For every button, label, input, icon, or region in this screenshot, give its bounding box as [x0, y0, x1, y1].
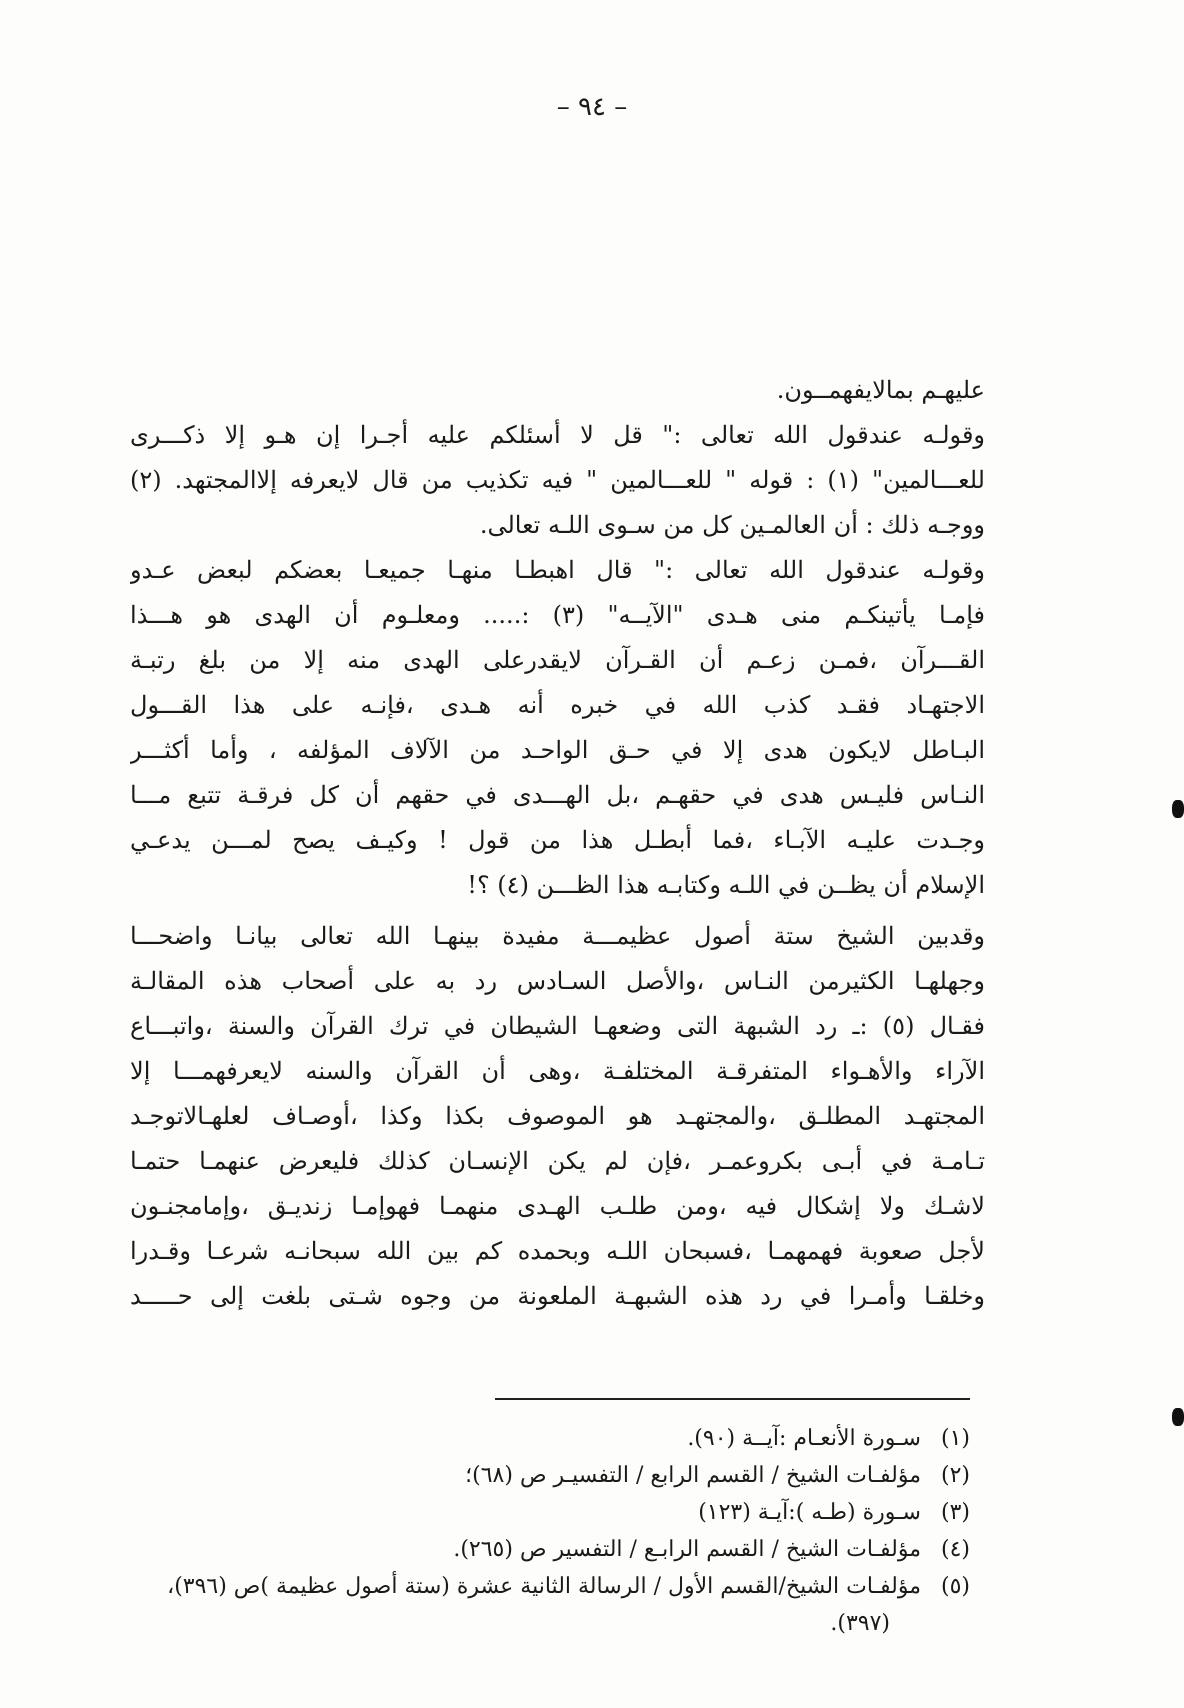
scan-margin-mark — [1172, 1408, 1184, 1426]
footnote-text: سـورة الأنعـام :آيــة (٩٠). — [687, 1426, 921, 1451]
main-text — [130, 368, 985, 1319]
footnote-continuation — [80, 1605, 970, 1642]
text-line: وجهلهـا الكثيرمن النـاس ،والأصل السـادس رد به على أصحاب هذه المقالـة — [130, 967, 985, 995]
scan-margin-mark — [1172, 800, 1184, 818]
text-line: لاشـك ولا إشكال فيه ،ومن طلـب الهـدى منهمـا فهوإمـا زنديـق ،وإمامجنـون — [130, 1192, 985, 1220]
text-line: عليهـم بمالايفهمــون. — [776, 376, 985, 404]
text-line: ووجـه ذلك : أن العالمـين كل من سـوى اللـه تعالى. — [479, 511, 985, 539]
text-line: البـاطل لايكون هدى إلا في حـق الواحـد من الآلاف المؤلفه ، وأما أكثـــر — [130, 736, 985, 764]
text-line: المجتهـد المطلـق ،والمجتهـد هو الموصوف بكذا وكذا ،أوصـاف لعلهـالاتوجـد — [130, 1102, 985, 1130]
footnote-separator — [495, 1398, 970, 1400]
footnote-text: مؤلفـات الشيخ / القسم الرابع / التفسيـر ص (٦٨)؛ — [465, 1463, 921, 1488]
text-line: الآراء والأهـواء المتفرقـة المختلفـة ،وهى أن القرآن والسنه لايعرفهمـــا إلا — [130, 1057, 985, 1085]
footnote-text: مؤلفـات الشيخ / القسم الرابـع / التفسير ص (٢٦٥). — [453, 1537, 921, 1562]
text-line: وقدبين الشيخ ستة أصول عظيمـــة مفيدة بينهـا الله تعالى بيانـا واضحـــا — [130, 922, 985, 950]
page-number: – ٩٤ – — [556, 92, 628, 122]
text-line: فقـال (٥) :ـ رد الشبهة التى وضعهـا الشيطان في ترك القرآن والسنة ،واتبـــاع — [130, 1012, 985, 1040]
text-line: لأجل صعوبة فهمهمـا ،فسبحان اللـه وبحمده كم بين الله سبحانـه شرعـا وقـدرا — [130, 1237, 985, 1265]
text-line: النـاس فليـس هدى في حقهـم ،بل الهـــدى في حقهم أن كل فرقـة تتبع مـــا — [130, 781, 985, 809]
footnote-number: (٢) — [940, 1463, 970, 1488]
footnote — [80, 1494, 970, 1531]
text-line: وقولـه عندقول الله تعالى :" قال اهبطـا منهـا جميعـا بعضكم لبعض عـدو — [130, 556, 985, 584]
text-line: وقولـه عندقول الله تعالى :" قل لا أسئلكم عليه أجـرا إن هـو إلا ذكـــرى — [130, 421, 985, 449]
footnote-text: مؤلفـات الشيخ/القسم الأول / الرسالة الثانية عشرة (ستة أصول عظيمة )ص (٣٩٦)، — [167, 1574, 921, 1599]
footnote-number: (٥) — [940, 1574, 970, 1599]
footnote — [80, 1531, 970, 1568]
footnote — [80, 1457, 970, 1494]
text-line: الاجتهـاد فقـد كذب الله في خبره أنه هـدى ،فإنـه على هذا القـــول — [130, 691, 985, 719]
footnote-number: (٣) — [940, 1500, 970, 1525]
text-line: فإمـا يأتينكـم منى هـدى "الآيــه" (٣) :..... ومعلـوم أن الهدى هو هـــذا — [130, 601, 985, 629]
footnote — [80, 1420, 970, 1457]
text-line: القـــرآن ،فمـن زعـم أن القـرآن لايقدرعلى الهدى منه إلا من بلغ رتبـة — [130, 646, 985, 674]
footnote-number: (٤) — [940, 1537, 970, 1562]
text-line: تـامـة في أبـى بكروعمـر ،فإن لم يكن الإنسـان كذلك فليعرض عنهمـا حتمـا — [130, 1147, 985, 1175]
text-line: الإسلام أن يظــن في اللـه وكتابـه هذا الظـــن (٤) ؟! — [467, 871, 985, 899]
footnote-text: سـورة (طـه ):آيـة (١٢٣) — [698, 1500, 921, 1525]
footnote-number: (١) — [940, 1426, 970, 1451]
text-line: وخلقـا وأمـرا في رد هذه الشبهـة الملعونة من وجوه شـتى بلغت إلى حـــــد — [130, 1282, 985, 1310]
footnotes — [80, 1420, 970, 1642]
footnote — [80, 1568, 970, 1605]
text-line: وجـدت عليـه الآبـاء ،فما أبطـل هذا من قول ! وكيـف يصح لمـــن يدعـي — [130, 826, 985, 854]
text-line: للعـــالمين" (١) : قوله " للعـــالمين " فيه تكذيب من قال لايعرفه إلاالمجتهد. (٢) — [130, 466, 985, 494]
footnote-text: (٣٩٧). — [830, 1611, 890, 1636]
